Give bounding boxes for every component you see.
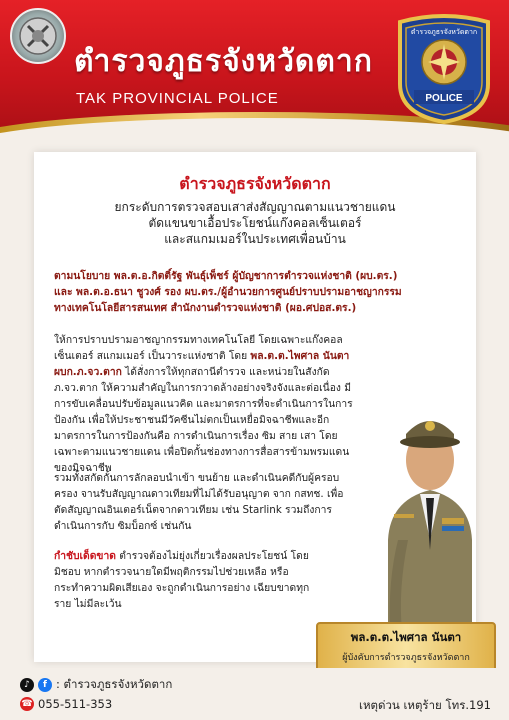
social-page-name: : ตำรวจภูธรจังหวัดตาก	[56, 677, 173, 691]
hotline-text: เหตุด่วน เหตุร้าย โทร.191	[359, 698, 491, 712]
paragraph-3-text: ตำรวจต้องไม่ยุ่งเกี่ยวเรื่องผลประโยชน์ โดยมิชอบ หากตำรวจนายใดมีพฤติกรรมไปช่วยเหลือ หรือกระทำความผิดเสียเอง จะถูกดำเนินการอย่าง เฉียบขาดทุกราย ไม่มีละเว้น	[54, 550, 310, 610]
facebook-icon[interactable]: f	[38, 678, 52, 692]
paragraph-1	[54, 332, 354, 476]
badge-word: POLICE	[425, 93, 463, 104]
social-row	[20, 676, 172, 694]
card-heading-block	[34, 172, 476, 247]
card-heading: ตำรวจภูธรจังหวัดตาก	[179, 174, 331, 193]
lead-line-1: ตามนโยบาย พล.ต.อ.กิตติ์รัฐ พันธุ์เพ็ชร์ ผู้บัญชาการตำรวจแห่งชาติ (ผบ.ตร.)	[54, 270, 398, 282]
tiktok-icon[interactable]: ♪	[20, 678, 34, 692]
lead-line-2: และ พล.ต.อ.ธนา ชูวงศ์ รอง ผบ.ตร./ผู้อำนวยการศูนย์ปราบปรามอาชญากรรม	[54, 286, 402, 298]
paragraph-3	[54, 548, 314, 612]
card-subheading-3: และสแกมเมอร์ในประเทศเพื่อนบ้าน	[164, 232, 346, 246]
officer-name: พล.ต.ต.ไพศาล นันตา	[350, 630, 462, 644]
header-title-english: TAK PROVINCIAL POLICE	[76, 90, 279, 107]
card-subheading-2: ตัดแขนขาเอื้อประโยชน์แก๊งคอลเซ็นเตอร์	[148, 216, 362, 230]
policy-lead	[54, 268, 454, 316]
paragraph-1-text-a: ให้การปราบปรามอาชญากรรมทางเทคโนโลยี โดยเฉพาะแก๊งคอลเซ็นเตอร์ สแกมเมอร์ เป็นวาระแห่งชาติ โดย	[54, 334, 343, 362]
phone-icon: ☎	[21, 699, 33, 709]
paragraph-1-commander: พล.ต.ต.ไพศาล นันตา ผบก.ภ.จว.ตาก	[54, 350, 350, 378]
phone-row	[20, 697, 112, 711]
officer-position: ผู้บังคับการตำรวจภูธรจังหวัดตาก	[342, 653, 470, 663]
paragraph-2: รวมทั้งสกัดกั้นการลักลอบนำเข้า ขนย้าย และดำเนินคดีกับผู้ครอบครอง จานรับสัญญาณดาวเทียมที่ไม่ได้รับอนุญาต จาก กสทช. เพื่อตัดสัญญาณอินเตอร์เน็ตจากดาวเทียม เช่น Starlink รวมถึงการดำเนินการกับ ซิมบ็อกซ์ เช่นกัน	[54, 472, 344, 532]
badge-arc-text: ตำรวจภูธรจังหวัดตาก	[410, 28, 478, 36]
emblem-icon	[10, 8, 66, 64]
paragraph-1-text-c: ได้สั่งการให้ทุกสถานีตำรวจ และหน่วยในสังกัด ภ.จว.ตาก ให้ความสำคัญในการกวาดล้างอย่างจริงจังและต่อเนื่อง มีการขับเคลื่อนปรับข้อมูลแนวคิด และมาตรการที่จะดำเนินการในการป้องกัน เพื่อให้ประชาชนมีวัคซีนไม่ตกเป็นเหยื่อมิจฉาชีพและอีกมาตรการในการป้องกันคือ การดำเนินการเรื่อง ซิม สาย เสา โดยเฉพาะตามแนวชายแดน เพื่อปิดกั้นช่องทางการสื่อสารข้ามพรมแดนของมิจฉาชีพ	[54, 366, 353, 474]
header-banner	[0, 0, 509, 140]
police-badge-icon	[392, 14, 496, 124]
officer-nameplate	[316, 622, 496, 672]
card-subheading-1: ยกระดับการตรวจสอบเสาส่งสัญญาณตามแนวชายแดน	[114, 200, 396, 214]
officer-portrait	[368, 390, 492, 630]
header-title-thai: ตำรวจภูธรจังหวัดตาก	[74, 44, 373, 79]
lead-line-3: ทางเทคโนโลยีสารสนเทศ สำนักงานตำรวจแห่งชาติ (ผอ.ศปอส.ตร.)	[54, 302, 357, 314]
paragraph-3-highlight: กำชับเด็ดขาด	[54, 550, 116, 562]
phone-number[interactable]: 055-511-353	[38, 697, 113, 711]
